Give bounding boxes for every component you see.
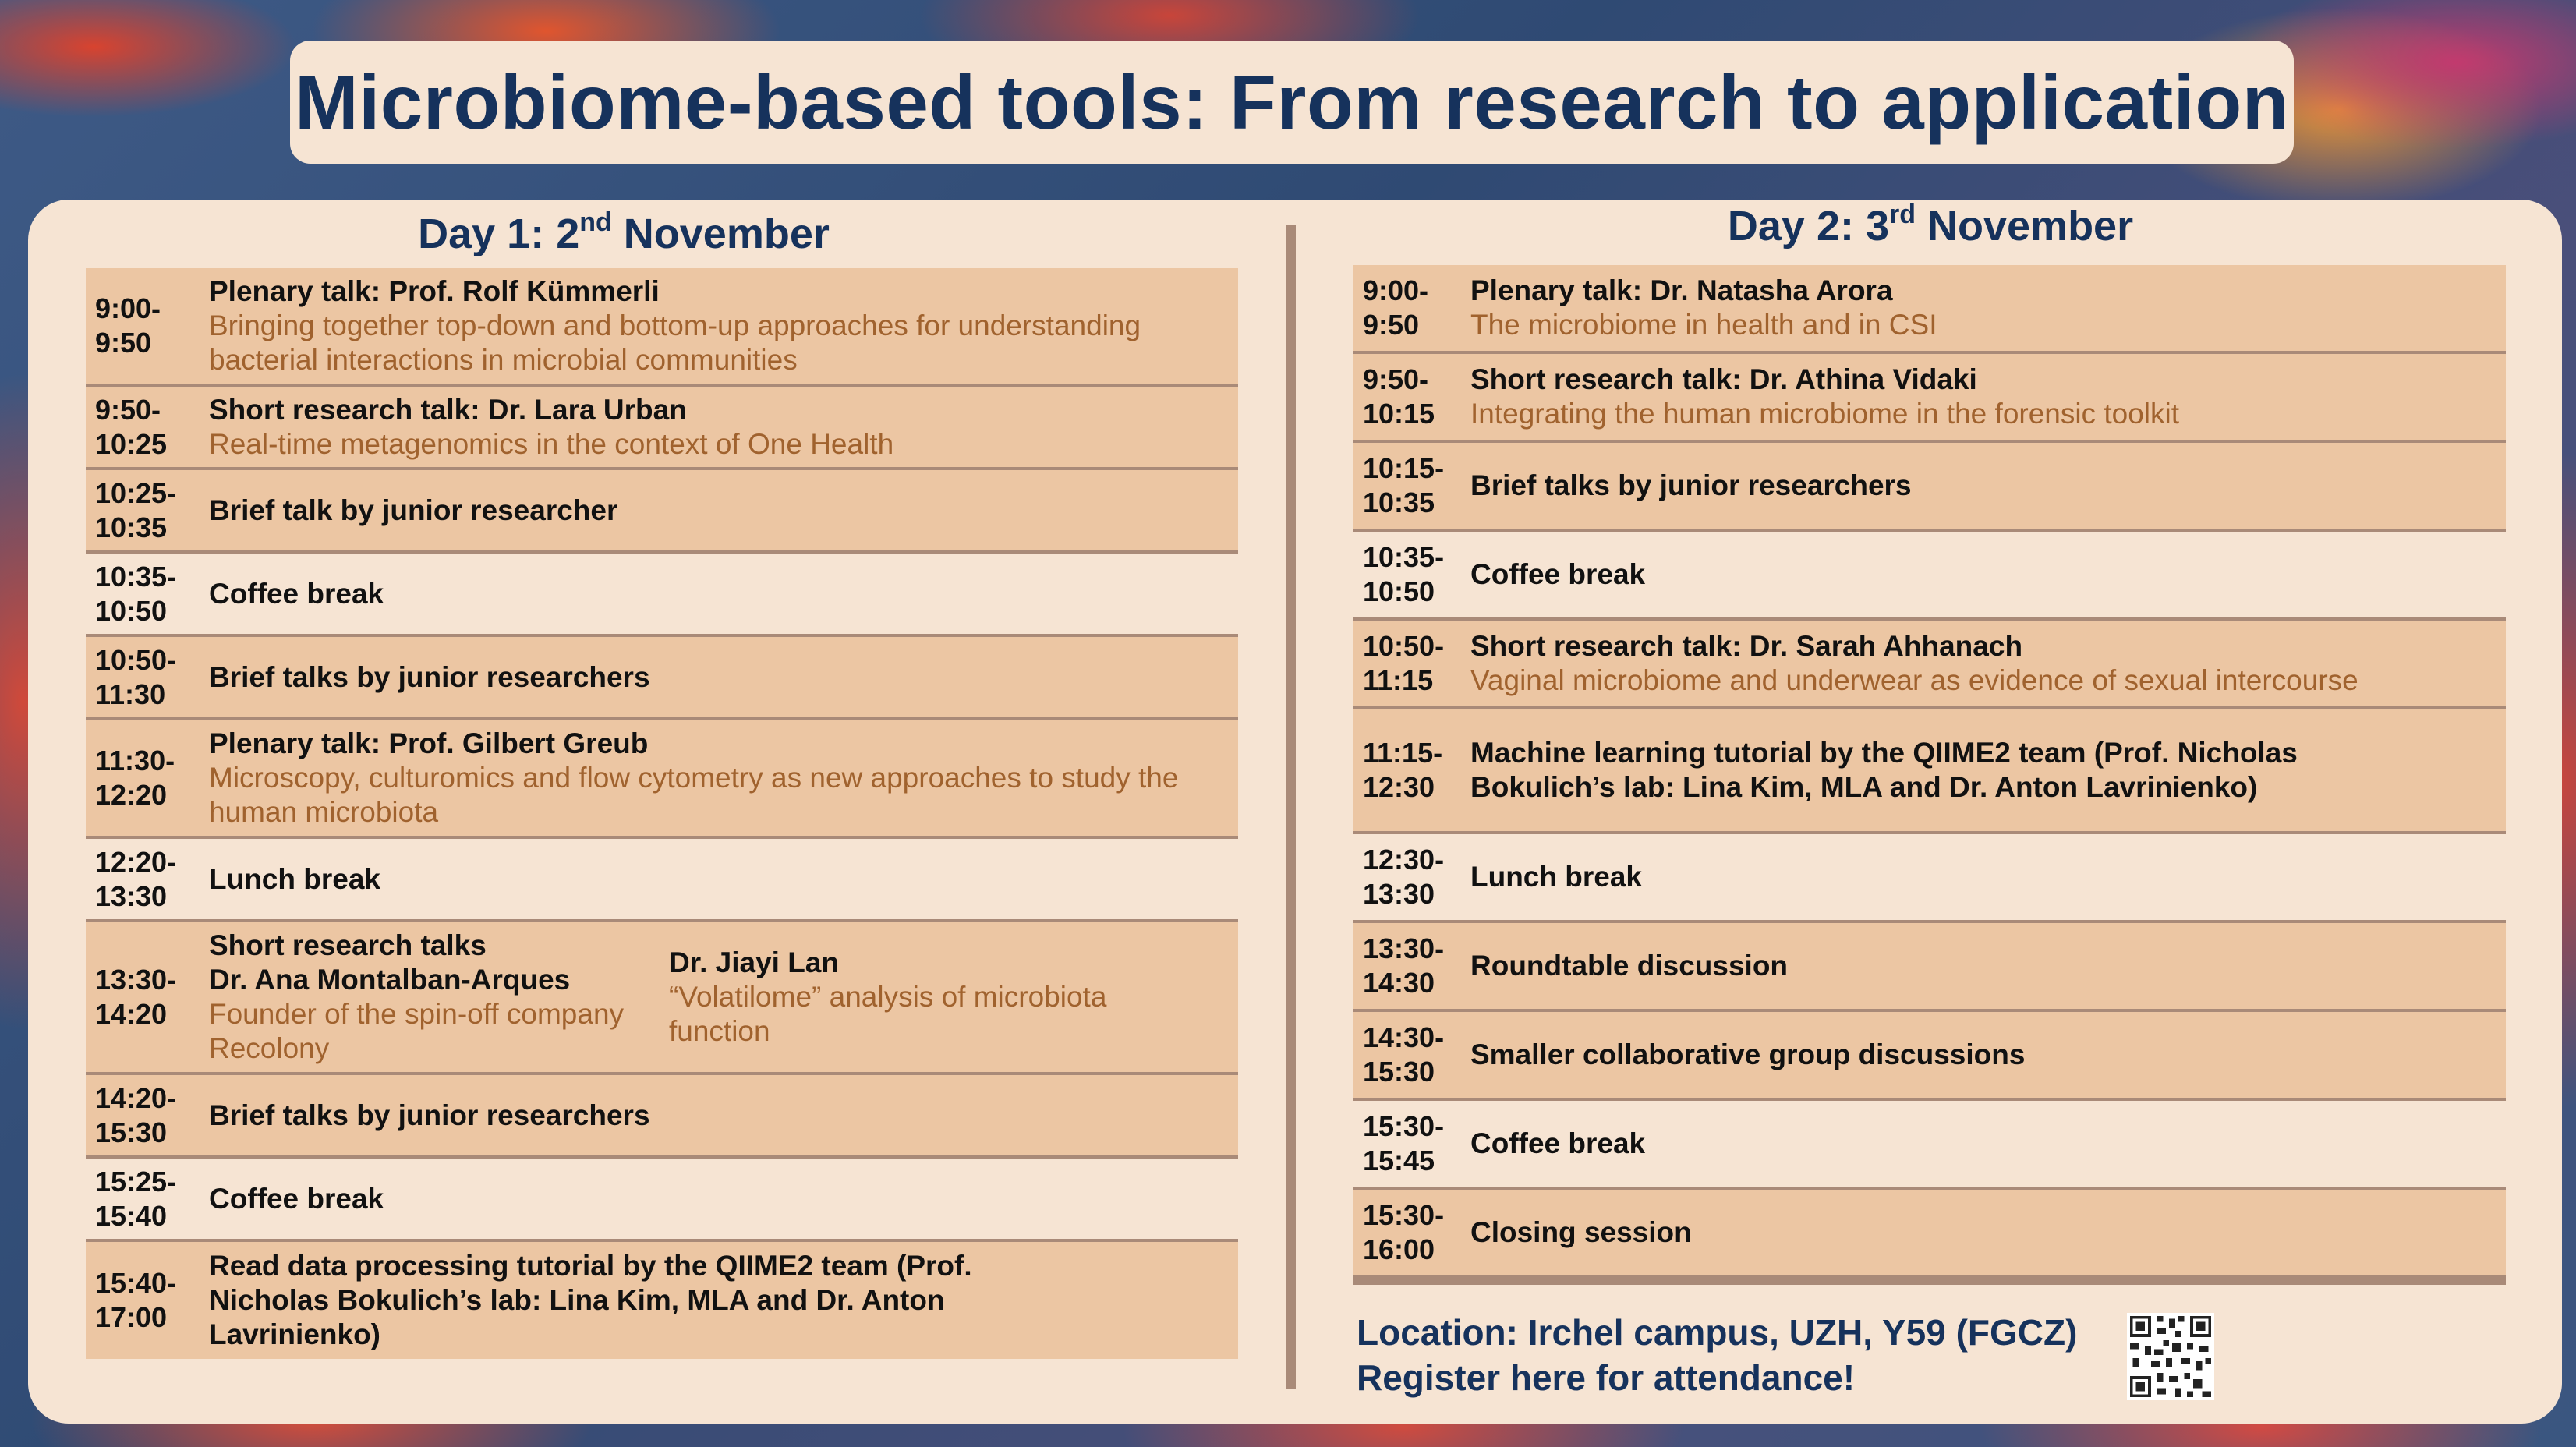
schedule-row <box>86 720 1238 839</box>
schedule-row <box>1353 1101 2506 1190</box>
session-subtitle: Vaginal microbiome and underwear as evidence of sexual intercourse <box>1470 664 2358 696</box>
session-description <box>1470 736 2506 805</box>
session-description <box>1470 274 2506 342</box>
location-text: Location: Irchel campus, UZH, Y59 (FGCZ) <box>1357 1312 2078 1353</box>
session-title: Roundtable discussion <box>1470 950 1789 982</box>
session-time: 15:40- 17:00 <box>95 1267 177 1333</box>
day1-heading-sup: nd <box>579 207 612 237</box>
session-time: 10:15- 10:35 <box>1363 452 1445 518</box>
session-subtitle: Bringing together top-down and bottom-up approaches for understanding bacterial interactions in microbial communities <box>209 310 1141 376</box>
day2-heading-suffix: November <box>1916 203 2134 249</box>
schedule-row <box>86 387 1238 470</box>
session-description <box>209 1099 1238 1133</box>
split-session <box>209 929 1238 1066</box>
session-time: 15:25- 15:40 <box>95 1165 177 1232</box>
session-title: Coffee break <box>209 577 384 610</box>
schedule-row <box>86 1075 1238 1159</box>
session-description <box>209 393 1238 462</box>
day2-schedule <box>1353 265 2506 1285</box>
schedule-row <box>86 922 1238 1075</box>
schedule-row <box>86 1242 1238 1359</box>
schedule-row <box>1353 1012 2506 1101</box>
day2-heading-sup: rd <box>1889 200 1916 229</box>
session-time: 15:30- 16:00 <box>1363 1199 1445 1265</box>
session-title: Plenary talk: Dr. Natasha Arora <box>1470 274 1893 306</box>
session-description <box>209 727 1238 830</box>
session-subtitle: Real-time metagenomics in the context of One Health <box>209 427 894 460</box>
session-description <box>209 494 1238 528</box>
session-time: 10:25- 10:35 <box>95 476 177 543</box>
session-title: Coffee break <box>1470 558 1646 590</box>
session-title: Brief talks by junior researchers <box>1470 469 1912 501</box>
session-description <box>1470 949 2506 983</box>
day1-heading-prefix: Day 1: 2 <box>418 211 580 257</box>
session-time: 9:50- 10:15 <box>1363 363 1435 430</box>
schedule-row <box>86 1159 1238 1242</box>
day2-heading-prefix: Day 2: 3 <box>1727 203 1889 249</box>
schedule-row <box>1353 709 2506 834</box>
session-subtitle: Microscopy, culturomics and flow cytometry as new approaches to study the human microbiota <box>209 762 1179 828</box>
session-title: Plenary talk: Prof. Rolf Kümmerli <box>209 275 660 307</box>
session-title: Brief talks by junior researchers <box>209 1099 650 1131</box>
session-title: Coffee break <box>1470 1127 1646 1159</box>
session-title: Short research talk: Dr. Sarah Ahhanach <box>1470 630 2023 662</box>
session-time: 9:00- 9:50 <box>95 292 161 359</box>
schedule-row <box>86 839 1238 922</box>
session-title: Coffee break <box>209 1182 384 1215</box>
schedule-row <box>1353 923 2506 1012</box>
schedule-row <box>1353 621 2506 709</box>
session-description <box>1470 629 2506 698</box>
session-description <box>1470 860 2506 894</box>
speaker-name: Dr. Jiayi Lan <box>669 946 839 978</box>
register-link[interactable]: Register here for attendance! <box>1357 1357 1856 1398</box>
session-time: 10:35- 10:50 <box>95 560 177 627</box>
session-time: 11:15- 12:30 <box>1363 737 1443 803</box>
session-time: 14:30- 15:30 <box>1363 1021 1445 1088</box>
day1-schedule <box>86 268 1238 1359</box>
session-description <box>209 1249 1238 1352</box>
session-description <box>209 577 1238 611</box>
column-divider <box>1286 225 1296 1389</box>
schedule-row <box>1353 354 2506 443</box>
session-description <box>1470 1127 2506 1161</box>
session-time: 14:20- 15:30 <box>95 1081 177 1148</box>
day2-heading <box>1353 200 2507 250</box>
session-description <box>209 660 1238 695</box>
schedule-row <box>1353 1190 2506 1285</box>
speaker-column-right <box>669 946 1215 1049</box>
speaker-name: Dr. Ana Montalban-Arques <box>209 964 571 996</box>
schedule-row <box>86 554 1238 637</box>
session-title: Short research talk: Dr. Lara Urban <box>209 393 687 426</box>
session-subtitle: The microbiome in health and in CSI <box>1470 309 1937 341</box>
session-time: 9:50- 10:25 <box>95 393 168 460</box>
session-description <box>1470 557 2506 592</box>
day1-heading-suffix: November <box>611 211 830 257</box>
session-time: 12:30- 13:30 <box>1363 844 1445 910</box>
schedule-row <box>86 470 1238 554</box>
session-time: 11:30- 12:20 <box>95 745 175 811</box>
session-time: 13:30- 14:30 <box>1363 932 1445 999</box>
event-footer <box>1357 1310 2077 1400</box>
session-time: 10:50- 11:30 <box>95 643 177 710</box>
qr-code-icon[interactable] <box>2127 1313 2214 1400</box>
schedule-row <box>1353 532 2506 621</box>
session-time: 15:30- 15:45 <box>1363 1110 1445 1176</box>
schedule-row <box>1353 443 2506 532</box>
speaker-column-left <box>209 929 669 1066</box>
session-time: 12:20- 13:30 <box>95 845 177 912</box>
session-description <box>1470 469 2506 503</box>
session-description <box>1470 1038 2506 1072</box>
session-description <box>209 1182 1238 1216</box>
session-time: 10:50- 11:15 <box>1363 630 1445 696</box>
session-description <box>209 862 1238 897</box>
session-title: Machine learning tutorial by the QIIME2 team (Prof. Nicholas Bokulich’s lab: Lina Kim, MLA and Dr. Anton Lavrinienko) <box>1470 737 2298 803</box>
speaker-note: Founder of the spin-off company Recolony <box>209 998 625 1064</box>
session-description <box>1470 363 2506 431</box>
session-title: Lunch break <box>1470 861 1642 893</box>
session-subtitle: Integrating the human microbiome in the forensic toolkit <box>1470 398 2180 430</box>
schedule-row <box>86 637 1238 720</box>
schedule-row <box>1353 265 2506 354</box>
session-time: 13:30- 14:20 <box>95 964 177 1030</box>
session-time: 9:00- 9:50 <box>1363 274 1429 341</box>
session-title: Short research talk: Dr. Athina Vidaki <box>1470 363 1977 395</box>
session-title: Lunch break <box>209 862 380 895</box>
session-title: Smaller collaborative group discussions <box>1470 1038 2026 1070</box>
speaker-note: “Volatilome” analysis of microbiota function <box>669 981 1107 1047</box>
session-title: Plenary talk: Prof. Gilbert Greub <box>209 727 649 759</box>
schedule-row <box>86 268 1238 387</box>
session-description <box>209 274 1238 377</box>
session-title: Short research talks <box>209 929 487 961</box>
session-title: Closing session <box>1470 1216 1692 1248</box>
session-description <box>1470 1215 2506 1250</box>
title-banner <box>290 41 2294 164</box>
session-title: Read data processing tutorial by the QIIME2 team (Prof. Nicholas Bokulich’s lab: Lina Kim, MLA and Dr. Anton Lavrinienko) <box>209 1250 972 1350</box>
session-time: 10:35- 10:50 <box>1363 541 1445 607</box>
session-title: Brief talks by junior researchers <box>209 660 650 693</box>
schedule-row <box>1353 834 2506 923</box>
day1-heading <box>86 207 1162 258</box>
session-title: Brief talk by junior researcher <box>209 494 618 526</box>
page-title: Microbiome-based tools: From research to application <box>294 58 2290 145</box>
